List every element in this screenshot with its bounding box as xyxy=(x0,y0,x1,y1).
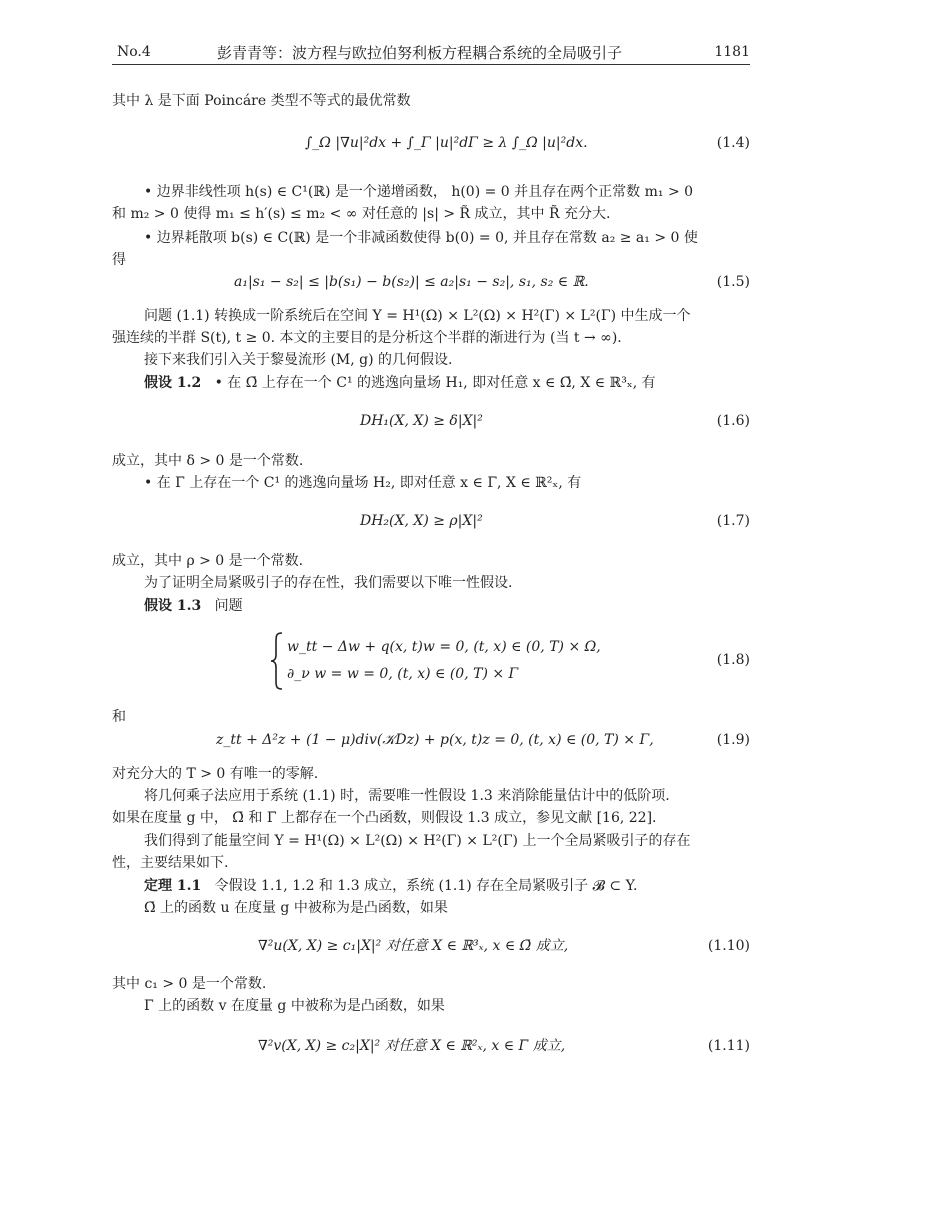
theorem-1-1 xyxy=(144,876,750,896)
assumption-text: 问题 xyxy=(214,598,243,614)
equation-1-4: ∫_Ω |∇u|²dx + ∫_Γ |u|²dΓ ≥ λ ∫_Ω |u|²dx. xyxy=(305,135,588,151)
text-line: 问题 (1.1) 转换成一阶系统后在空间 Y = H¹(Ω) × L²(Ω) × H²(Γ) × L²(Γ) 中生成一个 xyxy=(144,308,691,324)
equation-1-8-line-2: ∂_ν w = w = 0, (t, x) ∈ (0, T) × Γ xyxy=(287,666,519,682)
equation-number: (1.9) xyxy=(716,732,750,748)
text-line: 成立，其中 ρ > 0 是一个常数. xyxy=(112,553,304,569)
issue-number: No.4 xyxy=(117,44,151,60)
text-line: 其中 c₁ > 0 是一个常数. xyxy=(112,976,267,992)
equation-number: (1.7) xyxy=(716,513,750,529)
equation-number: (1.5) xyxy=(716,274,750,290)
theorem-text: 令假设 1.1, 1.2 和 1.3 成立，系统 (1.1) 存在全局紧吸引子 𝓑 ⊂ Y. xyxy=(214,878,638,894)
text-line: Ω̄ 上的函数 u 在度量 g 中被称为是凸函数，如果 xyxy=(144,900,448,916)
text-line: 其中 λ 是下面 Poincáre 类型不等式的最优常数 xyxy=(112,93,411,109)
equation-1-11: ∇²v(X, X) ≥ c₂|X|² 对任意 X ∈ ℝ²ₓ, x ∈ Γ̄ 成立, xyxy=(258,1038,566,1054)
text-line: 如果在度量 g 中， Ω̄ 和 Γ̄ 上都存在一个凸函数，则假设 1.3 成立，参见文献 [16, 22]. xyxy=(112,810,657,826)
text-line: 和 m₂ > 0 使得 m₁ ≤ h′(s) ≤ m₂ < ∞ 对任意的 |s| > R̃ 成立，其中 R̃ 充分大. xyxy=(112,206,611,222)
text-line: Γ̄ 上的函数 v 在度量 g 中被称为是凸函数，如果 xyxy=(144,998,445,1014)
left-brace xyxy=(270,632,284,690)
equation-1-9: z_tt + Δ²z + (1 − μ)div(𝒦Dz) + p(x, t)z = 0, (t, x) ∈ (0, T) × Γ, xyxy=(216,732,654,748)
text-line: 和 xyxy=(112,709,126,725)
assumption-1-2 xyxy=(144,373,750,393)
text-line: 成立，其中 δ > 0 是一个常数. xyxy=(112,453,304,469)
equation-number: (1.8) xyxy=(716,652,750,668)
text-line: 我们得到了能量空间 Y = H¹(Ω) × L²(Ω) × H²(Γ) × L²(Γ) 上一个全局紧吸引子的存在 xyxy=(144,833,691,849)
assumption-text: • 在 Ω̄ 上存在一个 C¹ 的逃逸向量场 H₁, 即对任意 x ∈ Ω̄, X ∈ ℝ³ₓ, 有 xyxy=(214,375,656,391)
text-line: • 边界耗散项 b(s) ∈ C(ℝ) 是一个非减函数使得 b(0) = 0, 并且存在常数 a₂ ≥ a₁ > 0 使 xyxy=(144,230,698,246)
text-line: • 在 Γ̄ 上存在一个 C¹ 的逃逸向量场 H₂, 即对任意 x ∈ Γ̄, X ∈ ℝ²ₓ, 有 xyxy=(144,475,582,491)
text-line: • 边界非线性项 h(s) ∈ C¹(ℝ) 是一个递增函数， h(0) = 0 并且存在两个正常数 m₁ > 0 xyxy=(144,184,694,200)
running-header xyxy=(112,40,750,65)
text-line: 得 xyxy=(112,252,126,268)
theorem-label: 定理 1.1 xyxy=(144,878,202,894)
assumption-label: 假设 1.2 xyxy=(144,375,202,391)
running-title: 彭青青等：波方程与欧拉伯努利板方程耦合系统的全局吸引子 xyxy=(217,44,623,62)
equation-1-7: DH₂(X, X) ≥ ρ|X|² xyxy=(360,513,483,529)
equation-1-6: DH₁(X, X) ≥ δ|X|² xyxy=(360,413,483,429)
equation-1-10: ∇²u(X, X) ≥ c₁|X|² 对任意 X ∈ ℝ³ₓ, x ∈ Ω̄ 成立, xyxy=(258,938,569,954)
equation-1-8-line-1: w_tt − Δw + q(x, t)w = 0, (t, x) ∈ (0, T) × Ω, xyxy=(287,639,601,655)
assumption-label: 假设 1.3 xyxy=(144,598,202,614)
equation-number: (1.4) xyxy=(716,135,750,151)
equation-1-5: a₁|s₁ − s₂| ≤ |b(s₁) − b(s₂)| ≤ a₂|s₁ − s₂|, s₁, s₂ ∈ ℝ. xyxy=(234,274,589,290)
equation-number: (1.11) xyxy=(707,1038,750,1054)
text-line: 强连续的半群 S(t), t ≥ 0. 本文的主要目的是分析这个半群的渐进行为 (当 t → ∞). xyxy=(112,330,622,346)
equation-number: (1.10) xyxy=(707,938,750,954)
assumption-1-3 xyxy=(144,596,750,616)
page-number: 1181 xyxy=(714,44,750,60)
text-line: 将几何乘子法应用于系统 (1.1) 时，需要唯一性假设 1.3 来消除能量估计中的低阶项. xyxy=(144,788,670,804)
text-line: 性，主要结果如下. xyxy=(112,855,229,871)
text-line: 为了证明全局紧吸引子的存在性，我们需要以下唯一性假设. xyxy=(144,575,513,591)
text-line: 对充分大的 T > 0 有唯一的零解. xyxy=(112,766,319,782)
text-line: 接下来我们引入关于黎曼流形 (M, g) 的几何假设. xyxy=(144,352,453,368)
equation-number: (1.6) xyxy=(716,413,750,429)
